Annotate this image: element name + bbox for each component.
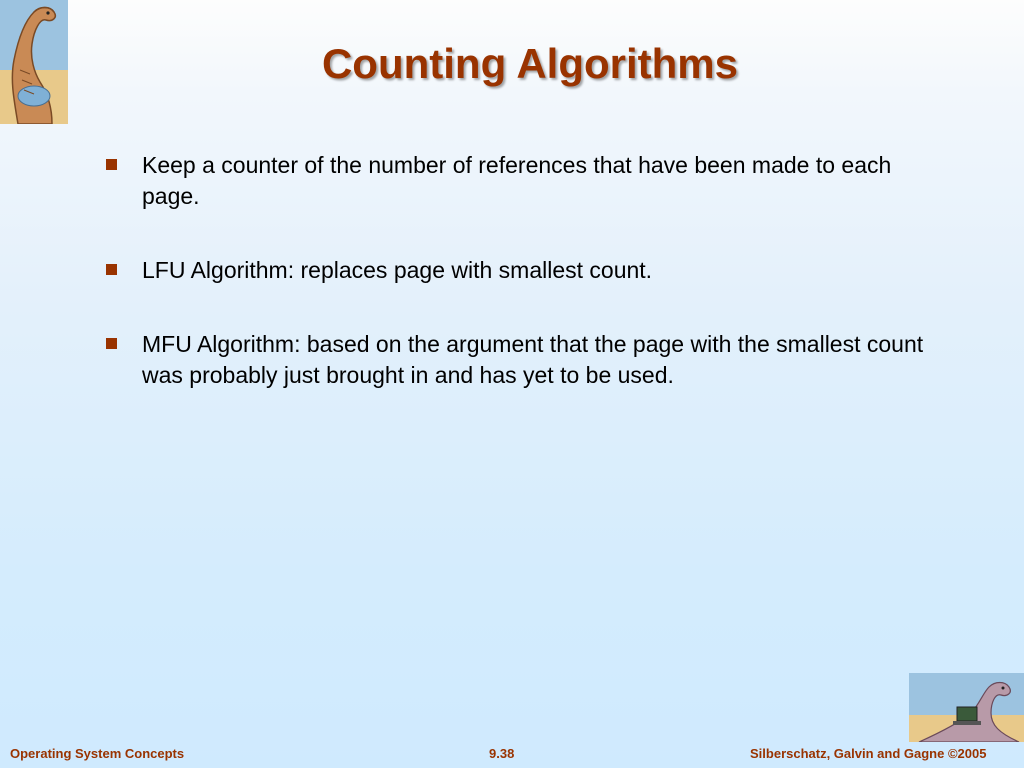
footer-course-name: Operating System Concepts <box>10 746 185 761</box>
bullet-list <box>104 150 924 434</box>
bullet-item <box>104 150 924 212</box>
slide-title: Counting Algorithms <box>321 40 739 87</box>
bullet-text: LFU Algorithm: replaces page with smallest count. <box>142 257 653 283</box>
dinosaur-laptop-icon <box>909 673 1024 742</box>
bullet-text: Keep a counter of the number of references that have been made to each page. <box>142 152 892 209</box>
bullet-text: MFU Algorithm: based on the argument that the page with the smallest count was probably just brought in and has yet to be used. <box>142 331 924 388</box>
footer-copyright: Silberschatz, Galvin and Gagne ©2005 <box>750 746 987 761</box>
bullet-item <box>104 255 924 286</box>
square-bullet-icon <box>106 338 117 349</box>
bullet-item <box>104 329 924 391</box>
square-bullet-icon <box>106 159 117 170</box>
footer-slide-number: 9.38 <box>489 746 515 761</box>
square-bullet-icon <box>106 264 117 275</box>
